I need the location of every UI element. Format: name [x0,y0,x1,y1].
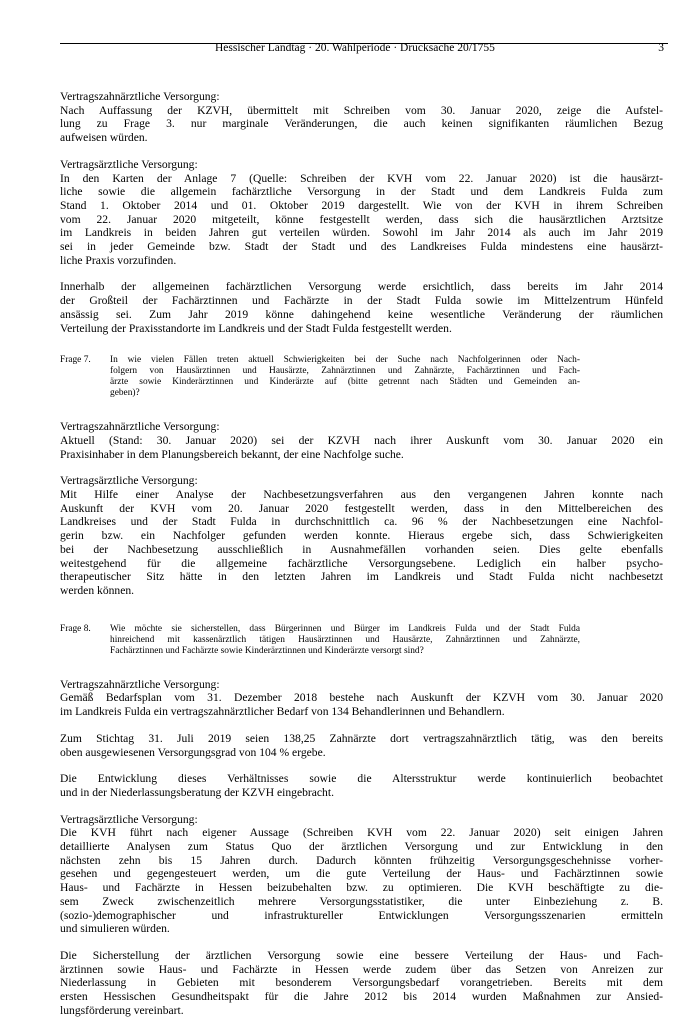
spacer [60,759,663,772]
page-number: 3 [658,42,664,54]
paragraph-line: ersten Hessischen Gesundheitspakt für die Jahre 2012 bis 2014 wurden Maßnahmen zur Ansied- [60,990,663,1004]
spacer [60,335,663,355]
paragraph [60,691,663,718]
question-number: Frage 7. [60,355,91,366]
paragraph [60,280,663,335]
paragraph-line: der Großteil der Fachärztinnen und Fachärzte in der Stadt Fulda sowie im Mittelzentrum Hünfeld [60,294,663,308]
question-line: Fachärztinnen und Fachärzte sowie Kinderärztinnen und Kinderärzte versorgt sind? [110,645,424,656]
paragraph [60,172,663,268]
document-body [60,90,663,1017]
paragraph-line: Die Sicherstellung der ärztlichen Versorgung sowie eine bessere Verteilung der Haus- und Fach- [60,948,663,962]
question-line: In wie vielen Fällen treten aktuell Schwierigkeiten bei der Suche nach Nachfolgerinnen oder Nach- [110,355,580,366]
paragraph-line: Die Entwicklung dieses Verhältnisses sowie die Altersstruktur werde kontinuierlich beobachtet [60,772,663,786]
paragraph-line: (sozio-)demographischer und infrastruktureller Entwicklungen Versorgungsszenarien ermitteln [60,908,663,922]
paragraph-line: ärztinnen sowie Haus- und Fachärzte in Hessen werde zudem über das Setzen von Anreizen zur [60,962,663,976]
paragraph-line: Landkreises und der Stadt Fulda in durchschnittlich ca. 96 % der Nachbesetzungen eine Nachfol- [60,515,663,529]
section-label: Vertragsärztliche Versorgung: [60,812,198,826]
section-label: Vertragszahnärztliche Versorgung: [60,90,220,103]
spacer [60,399,663,407]
paragraph-line: Die KVH führt nach eigener Aussage (Schreiben KVH vom 22. Januar 2020) seit einigen Jahren [60,826,663,840]
section-label: Vertragsärztliche Versorgung: [60,157,198,171]
spacer [60,598,663,624]
paragraph-line: therapeutischer Sitz hätte in den letzten Jahren im Landkreis und Stadt Fulda nicht nachbesetzt [60,570,663,584]
paragraph-line: liche Praxis vorzufinden. [60,253,177,267]
question-line: geben)? [110,388,140,399]
question-text [110,624,580,657]
paragraph-line: gerin bzw. ein Nachfolger gefunden werden konnte. Hieraus ergebe sich, dass Schwierigkeiten [60,529,663,543]
paragraph-line: Mit Hilfe einer Analyse der Nachbesetzungsverfahren aus den vergangenen Jahren konnte nach [60,488,663,502]
paragraph-line: Verteilung der Praxisstandorte im Landkreis und der Stadt Fulda festgestellt werden. [60,321,452,335]
paragraph-line: sem Zweck zwischenzeitlich mehrere Versorgungsstatistiker, die unter Einbeziehung z. B. [60,894,663,908]
paragraph [60,488,663,598]
spacer [60,267,663,280]
paragraph-line: oben ausgewiesenen Versorgungsgrad von 104 % ergebe. [60,745,326,759]
paragraph-line: gesehen und gegengesteuert werden, um die gute Verteilung der Haus- und Fachärztinnen sowie [60,867,663,881]
paragraph-line: Nach Auffassung der KZVH, übermittelt mit Schreiben vom 30. Januar 2020, zeige die Aufstel- [60,103,663,117]
paragraph [60,772,663,799]
paragraph-line: bei der Nachbesetzung ausschließlich in Ausnahmefällen vorhanden seien. Dies gelte ebenfalls [60,542,663,556]
spacer [60,800,663,813]
paragraph-line: und in der Niederlassungsberatung der KZVH eingebracht. [60,785,334,799]
question-line: Wie möchte sie sicherstellen, dass Bürgerinnen und Bürger im Landkreis Fulda und der Stadt Fulda [110,623,580,634]
paragraph-line: sei in jeder Gemeinde bzw. Stadt der Stadt und des Landkreises Fulda mindestens eine hausärzt- [60,240,663,254]
paragraph-line: Zum Stichtag 31. Juli 2019 seien 138,25 Zahnärzte dort vertragszahnärztlich tätig, was den bereits [60,731,663,745]
paragraph-line: liche sowie die allgemein fachärztliche Versorgung in der Stadt und dem Landkreis Fulda zum [60,185,663,199]
paragraph-line: werden können. [60,583,135,597]
paragraph-line: im Landkreis in beiden Jahren gut verteilen würden. Sowohl im Jahr 2014 als auch im Jahr 2019 [60,226,663,240]
question-block [60,624,663,657]
paragraph-line: und simulieren würden. [60,922,170,936]
paragraph [60,949,663,1017]
paragraph-line: Aktuell (Stand: 30. Januar 2020) sei der KZVH nach ihrer Auskunft vom 30. Januar 2020 ein [60,433,663,447]
paragraph-line: aufweisen würden. [60,131,148,145]
paragraph-line: Haus- und Fachärzte in Hessen beizubehalten bzw. zu optimieren. Die KVH beschäftigte zu die- [60,881,663,895]
spacer [60,665,663,678]
paragraph-line: weitestgehend für die allgemeine fachärztliche Versorgungsebene. Lediglich ein halber psycho- [60,556,663,570]
paragraph-line: Auskunft der KVH vom 20. Januar 2020 festgestellt werden, dass in den Mittelbereichen des [60,501,663,515]
paragraph-line: ansässig sei. Zum Jahr 2019 könne dahingehend keine wesentliche Veränderung der räumlichen [60,307,663,321]
paragraph-line: lung zu Frage 3. nur marginale Veränderungen, die auch keinen signifikanten räumlichen Bezug [60,117,663,131]
question-block [60,355,663,399]
spacer [60,145,663,158]
question-line: folgern von Hausärztinnen und Hausärzte, Zahnärztinnen und Zahnärzte, Fachärztinnen und Fach- [110,366,580,377]
paragraph [60,732,663,759]
spacer [60,407,663,420]
paragraph [60,104,663,145]
paragraph-line: Innerhalb der allgemeinen fachärztlichen Versorgung werde ersichtlich, dass bereits im Jahr 2014 [60,280,663,294]
paragraph-line: Gemäß Bedarfsplan vom 31. Dezember 2018 bestehe nach Auskunft der KZVH vom 30. Januar 2020 [60,691,663,705]
paragraph-line: nächsten zehn bis 15 Jahren durch. Dadurch könnten frühzeitig Versorgungsgeschehnisse vorher- [60,853,663,867]
paragraph-line: Stand 1. Oktober 2014 und 01. Oktober 2019 dargestellt. Wie von der KVH in ihrem Schreiben [60,198,663,212]
section-label: Vertragsärztliche Versorgung: [60,474,198,488]
paragraph-line: Praxisinhaber in dem Planungsbereich bekannt, der eine Nachfolge suche. [60,447,404,461]
question-text [110,355,580,399]
paragraph-line: In den Karten der Anlage 7 (Quelle: Schreiben der KVH vom 22. Januar 2020) ist die hausärzt- [60,171,663,185]
question-line: ärzte sowie Kinderärztinnen und Kinderärzte auf (bitte getrennt nach Städten und Gemeinden an- [110,377,580,388]
section-label: Vertragszahnärztliche Versorgung: [60,677,220,691]
running-title: Hessischer Landtag · 20. Wahlperiode · Drucksache 20/1755 [215,42,495,54]
spacer [60,719,663,732]
section-label: Vertragszahnärztliche Versorgung: [60,420,220,434]
spacer [60,936,663,949]
paragraph-line: im Landkreis Fulda ein vertragszahnärztlicher Bedarf von 134 Behandlerinnen und Behandlern. [60,705,505,719]
spacer [60,461,663,474]
spacer [60,657,663,665]
paragraph [60,434,663,461]
question-number: Frage 8. [60,623,91,634]
page-header [60,40,668,54]
paragraph-line: Niederlassung in Gebieten mit besonderem Versorgungsbedarf vorangetrieben. Bereits mit dem [60,976,663,990]
paragraph-line: lungsförderung vereinbart. [60,1003,184,1017]
paragraph-line: vom 22. Januar 2020 mitgeteilt, könne festgestellt werden, dass sich die hausärztlichen Arztsitze [60,212,663,226]
paragraph [60,826,663,936]
question-line: hinreichend mit kassenärztlich tätigen Hausärztinnen und Hausärzte, Zahnärztinnen und Zahnärzte, [110,634,580,645]
paragraph-line: detaillierte Analysen zum Status Quo der ärztlichen Versorgung und zur Entwicklung in den [60,840,663,854]
